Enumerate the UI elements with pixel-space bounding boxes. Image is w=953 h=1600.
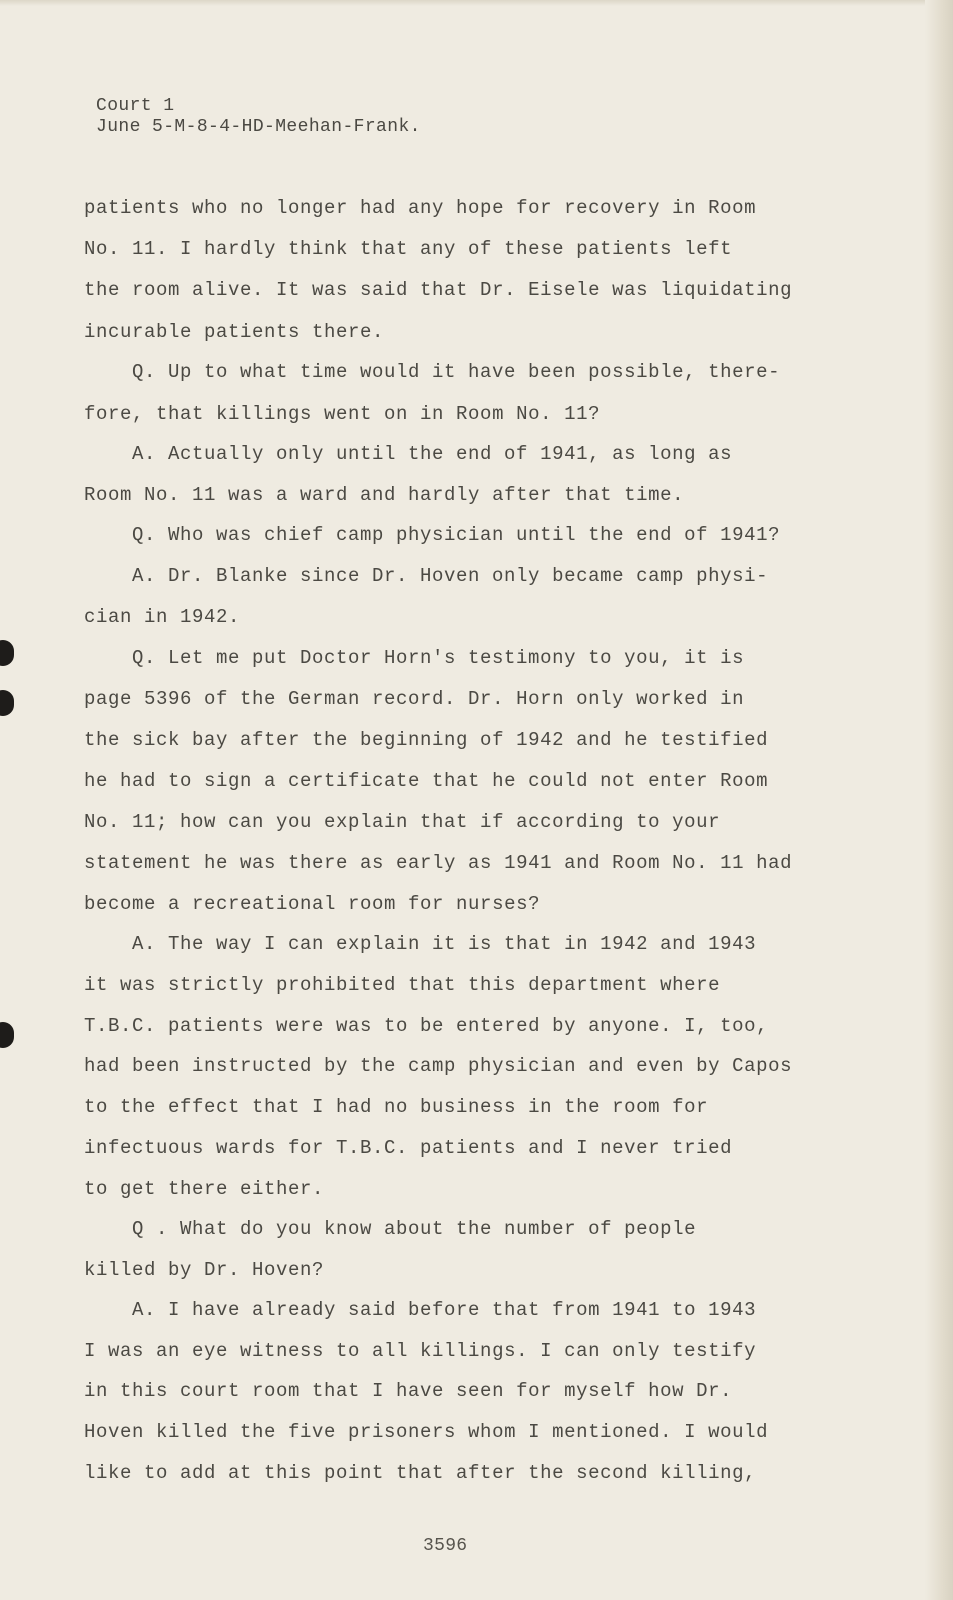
binder-hole: [0, 640, 14, 666]
text-line: Hoven killed the five prisoners whom I mentioned. I would: [84, 1421, 769, 1443]
text-line: A. The way I can explain it is that in 1942 and 1943: [132, 933, 757, 955]
text-line: it was strictly prohibited that this department where: [84, 974, 721, 996]
text-line: infectuous wards for T.B.C. patients and I never tried: [84, 1137, 733, 1159]
header-session: June 5-M-8-4-HD-Meehan-Frank.: [96, 117, 421, 137]
text-line: the room alive. It was said that Dr. Eisele was liquidating: [84, 279, 793, 301]
text-line: I was an eye witness to all killings. I can only testify: [84, 1340, 757, 1362]
text-line: to the effect that I had no business in the room for: [84, 1096, 709, 1118]
text-line: Q. Let me put Doctor Horn's testimony to you, it is: [132, 647, 745, 669]
page-number: 3596: [423, 1536, 468, 1556]
text-line: A. I have already said before that from 1941 to 1943: [132, 1299, 757, 1321]
text-line: become a recreational room for nurses?: [84, 893, 541, 915]
text-line: Q. Up to what time would it have been possible, there-: [132, 361, 781, 383]
document-header: [96, 96, 421, 138]
text-line: T.B.C. patients were was to be entered by anyone. I, too,: [84, 1015, 769, 1037]
header-court: Court 1: [96, 96, 175, 116]
text-line: fore, that killings went on in Room No. 11?: [84, 403, 601, 425]
text-line: had been instructed by the camp physician and even by Capos: [84, 1055, 793, 1077]
text-line: No. 11; how can you explain that if according to your: [84, 811, 721, 833]
binder-hole: [0, 690, 14, 716]
text-line: Q. Who was chief camp physician until the end of 1941?: [132, 524, 781, 546]
text-line: Room No. 11 was a ward and hardly after that time.: [84, 484, 685, 506]
text-line: page 5396 of the German record. Dr. Horn only worked in: [84, 688, 745, 710]
text-line: A. Actually only until the end of 1941, as long as: [132, 443, 733, 465]
text-line: in this court room that I have seen for myself how Dr.: [84, 1380, 733, 1402]
text-line: Q . What do you know about the number of people: [132, 1218, 697, 1240]
text-line: No. 11. I hardly think that any of these patients left: [84, 238, 733, 260]
text-line: incurable patients there.: [84, 321, 385, 343]
text-line: A. Dr. Blanke since Dr. Hoven only became camp physi-: [132, 565, 769, 587]
text-line: the sick bay after the beginning of 1942 and he testified: [84, 729, 769, 751]
text-line: like to add at this point that after the second killing,: [84, 1462, 757, 1484]
binder-hole: [0, 1022, 14, 1048]
text-line: he had to sign a certificate that he could not enter Room: [84, 770, 769, 792]
text-line: killed by Dr. Hoven?: [84, 1259, 325, 1281]
text-line: patients who no longer had any hope for recovery in Room: [84, 197, 757, 219]
text-line: statement he was there as early as 1941 and Room No. 11 had: [84, 852, 793, 874]
page-top-edge: [0, 0, 953, 6]
text-line: to get there either.: [84, 1178, 325, 1200]
text-line: cian in 1942.: [84, 606, 241, 628]
page-right-edge: [925, 0, 953, 1600]
